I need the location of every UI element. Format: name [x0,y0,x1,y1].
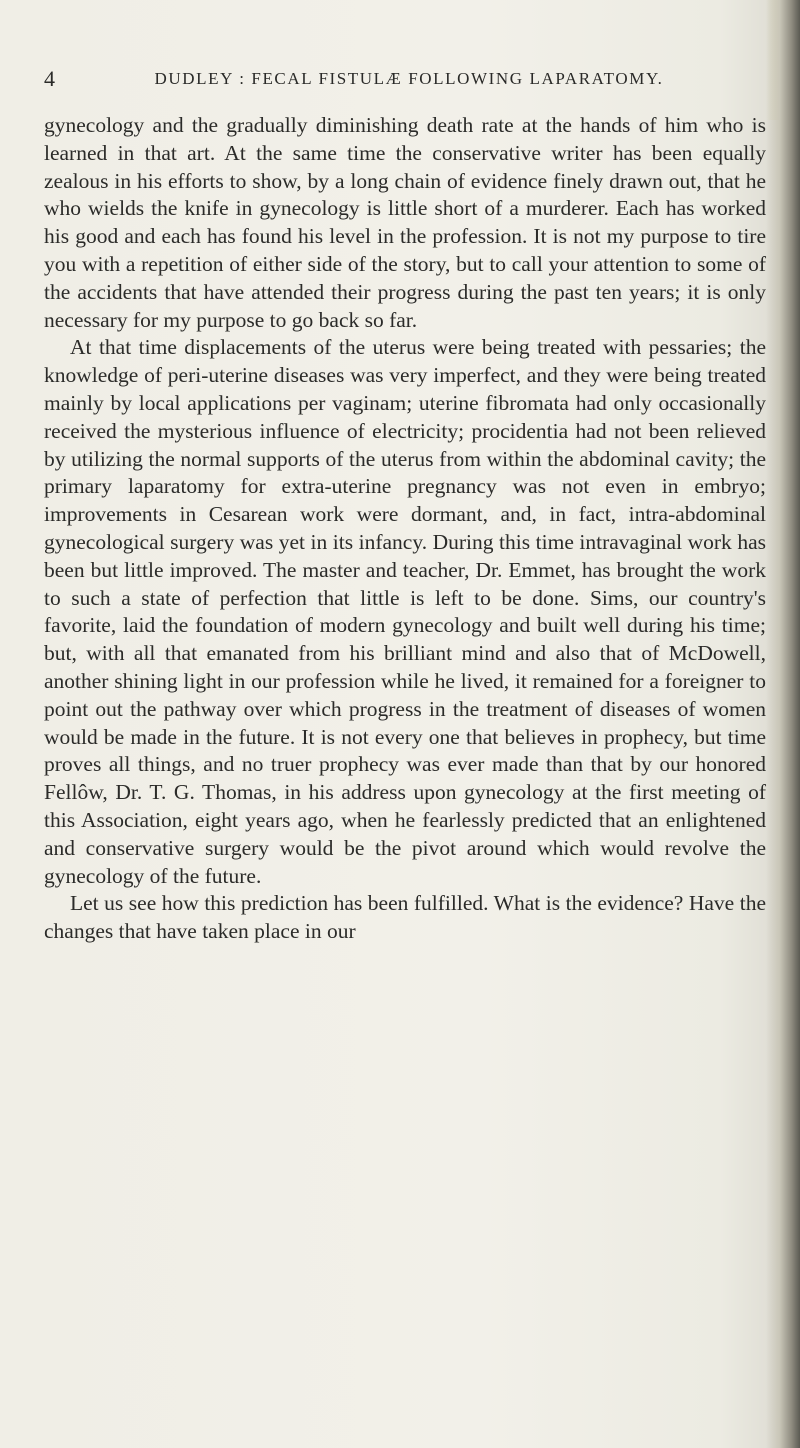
paragraph: Let us see how this prediction has been fulfilled. What is the evidence? Have the changes that have taken place in our [44,891,766,944]
paragraph: At that time displacements of the uterus were being treated with pessaries; the knowledge of peri-uterine diseases was very imperfect, and they were being treated mainly by local applications per vaginam; uterine fibromata had only occasionally received the mysterious influence of electricity; procidentia had not been relieved by utilizing the normal supports of the uterus from within the abdominal cavity; the primary laparatomy for extra-uterine pregnancy was not even in embryo; improvements in Cesarean work were dormant, and, in fact, intra-abdominal gynecological surgery was yet in its infancy. During this time intravaginal work has been but little improved. The master and teacher, Dr. Emmet, has brought the work to such a state of perfection that little is left to be done. Sims, our country's favorite, laid the foundation of modern gynecology and built well during his time; but, with all that emanated from his brilliant mind and also that of McDowell, another shining light in our profession while he lived, it remained for a foreigner to point out the pathway over which progress in the treatment of diseases of women would be made in the future. It is not every one that believes in prophecy, but time proves all things, and no truer prophecy was ever made than that by our honored Fellôw, Dr. T. G. Thomas, in his address upon gynecology at the first meeting of this Association, eight years ago, when he fearlessly predicted that an enlightened and conservative surgery would be the pivot around which would revolve the gynecology of the future. [44,335,766,888]
body-text [44,112,766,946]
paragraph-continuation: gynecology and the gradually diminishing death rate at the hands of him who is learned in that art. At the same time the conservative writer has been equally zealous in his efforts to show, by a long chain of evidence finely drawn out, that he who wields the knife in gynecology is little short of a murderer. Each has worked his good and each has found his level in the profession. It is not my purpose to tire you with a repetition of either side of the story, but to call your attention to some of the accidents that have attended their progress during the past ten years; it is only necessary for my purpose to go back so far. [44,113,766,332]
running-head: DUDLEY : FECAL FISTULÆ FOLLOWING LAPARATOMY. [154,69,664,88]
page-edge-shadow [766,0,800,1448]
page-header [44,64,764,94]
page-number: 4 [44,66,55,91]
